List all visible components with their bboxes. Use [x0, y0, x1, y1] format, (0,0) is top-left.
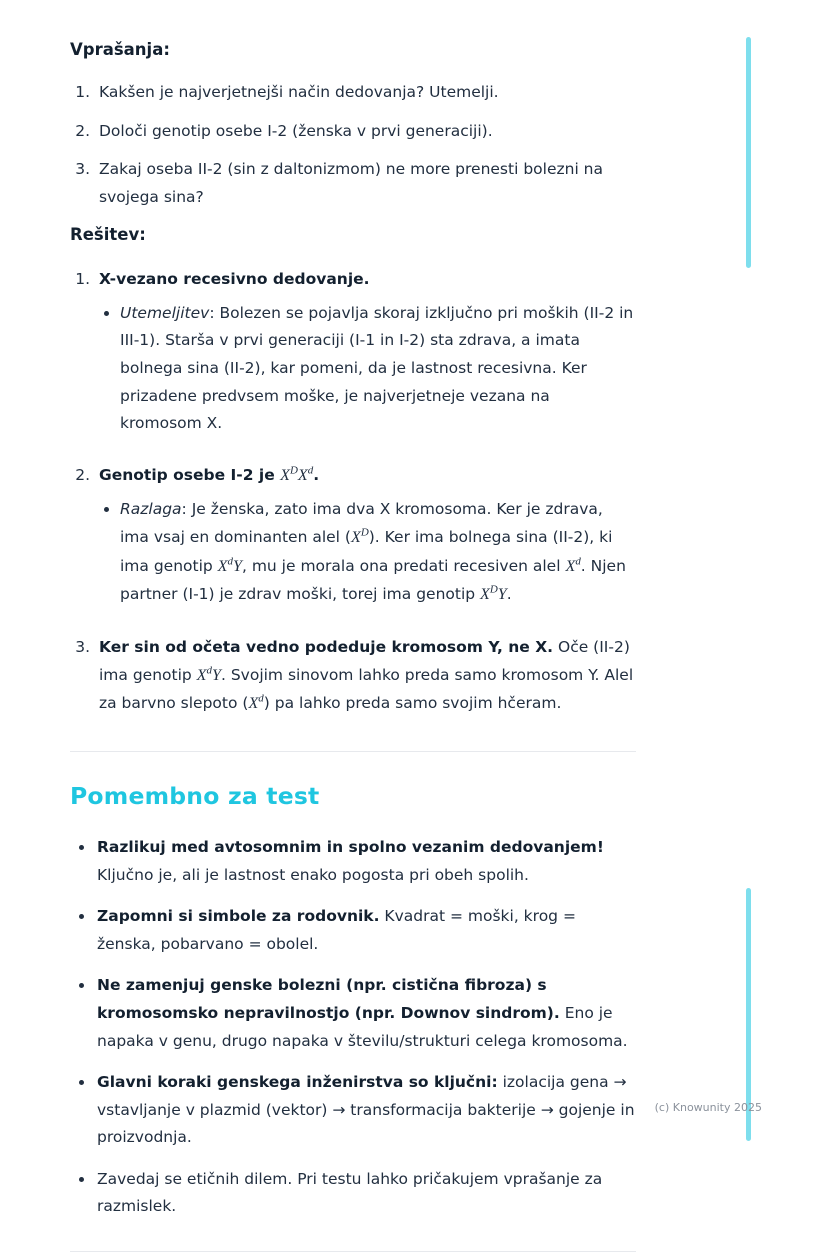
- question-item: 1. Kakšen je najverjetnejši način dedovanja? Utemelji.: [95, 79, 636, 107]
- important-heading: Pomembno za test: [70, 782, 320, 811]
- important-item: • Ne zamenjuj genske bolezni (npr. cistična fibroza) s kromosomsko nepravilnostjo (npr. Downov sindrom). Eno je napaka v genu, drugo napaka v številu/strukturi celega kromosoma.: [95, 972, 636, 1055]
- solution-list: [70, 266, 636, 719]
- questions-heading: Vprašanja:: [70, 40, 170, 59]
- accent-bar-top: [746, 37, 751, 268]
- solution-item: [95, 462, 636, 610]
- question-item: 3. Zakaj oseba II-2 (sin z daltonizmom) ne more prenesti bolezni na svojega sina?: [95, 156, 636, 211]
- solution-sublist: [99, 496, 636, 610]
- important-item: • Razlikuj med avtosomnim in spolno vezanim dedovanjem! Ključno je, ali je lastnost enako pogosta pri obeh spolih.: [95, 834, 636, 889]
- questions-list: [70, 79, 636, 211]
- section-divider: [70, 751, 636, 752]
- solution-item: [95, 634, 636, 719]
- solution-subitem: • Utemeljitev: Bolezen se pojavlja skoraj izključno pri moških (II-2 in III-1). Starša v prvi generaciji (I-1 in I-2) sta zdrava, a imata bolnega sina (II-2), kar pomeni, da je lastnost recesivna. Ker prizadene predvsem moške, je najverjetneje vezana na kromosom X.: [120, 300, 636, 438]
- solution-item: [95, 266, 636, 437]
- solution-item-title: 3. Ker sin od očeta vedno podeduje kromosom Y, ne X. Oče (II-2) ima genotip $X^dY$. Svojim sinovom lahko preda samo kromosom Y. Alel za barvno slepoto $(X^d)$ pa lahko preda samo svojim hčeram.: [99, 638, 634, 713]
- solution-sublist: [99, 300, 636, 438]
- solution-subitem: • Razlaga: Je ženska, zato ima dva X kromosoma. Ker je zdrava, ima vsaj en dominanten alel $(X^D)$. Ker ima bolnega sina (II-2), ki ima genotip $X^dY$, mu je morala ona predati recesiven alel $X^d$. Njen partner (I-1) je zdrav moški, torej ima genotip $X^DY$.: [120, 496, 636, 610]
- solution-item-title: 1. X-vezano recesivno dedovanje.: [99, 270, 370, 289]
- document-content: [70, 26, 636, 1252]
- question-item: 2. Določi genotip osebe I-2 (ženska v prvi generaciji).: [95, 118, 636, 146]
- important-item: • Zavedaj se etičnih dilem. Pri testu lahko pričakujem vprašanje za razmislek.: [95, 1166, 636, 1221]
- important-item: • Glavni koraki genskega inženirstva so ključni: izolacija gena → vstavljanje v plazmid (vektor) → transformacija bakterije → gojenje in proizvodnja.: [95, 1069, 636, 1152]
- solution-item-title: 2. Genotip osebe I-2 je $X^DX^d$.: [99, 464, 320, 484]
- footer-credit: (c) Knowunity 2025: [654, 1101, 762, 1114]
- important-item: • Zapomni si simbole za rodovnik. Kvadrat = moški, krog = ženska, pobarvano = obolel.: [95, 903, 636, 958]
- important-list: [70, 834, 636, 1221]
- solution-heading: Rešitev:: [70, 225, 146, 245]
